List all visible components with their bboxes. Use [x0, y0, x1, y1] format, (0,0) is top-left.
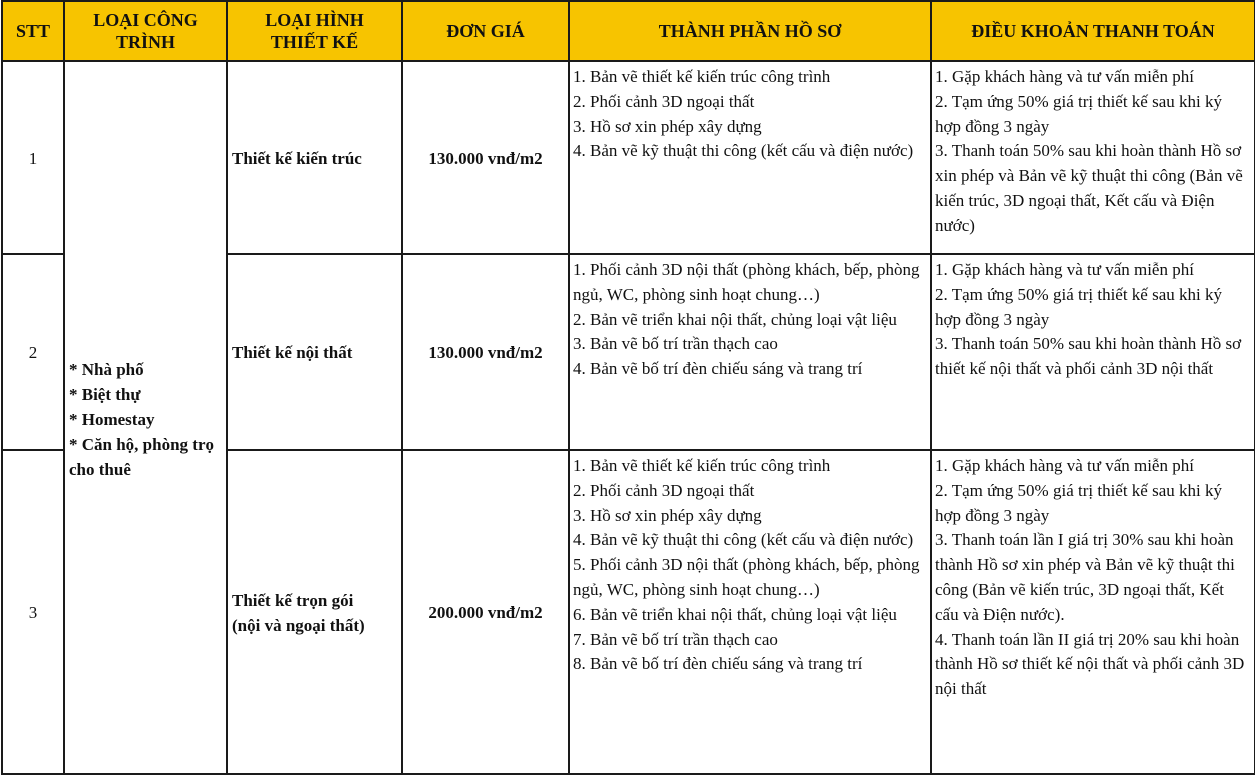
list-item: 2. Phối cảnh 3D ngoại thất — [573, 91, 755, 111]
list-item: 1. Bản vẽ thiết kế kiến trúc công trình — [573, 67, 831, 86]
loai-hinh-cell — [227, 254, 402, 450]
loai-cong-trinh-cell — [64, 61, 227, 774]
header-don-gia: ĐƠN GIÁ — [402, 1, 569, 61]
list-item: 2. Tạm ứng 50% giá trị thiết kế sau khi ký hợp đồng 3 ngày — [935, 91, 1222, 136]
loai-hinh-cell — [227, 61, 402, 254]
list-item: 2. Tạm ứng 50% giá trị thiết kế sau khi ký hợp đồng 3 ngày — [935, 284, 1222, 329]
list-item: 4. Bản vẽ kỹ thuật thi công (kết cấu và điện nước) — [573, 141, 914, 161]
loai-cong-trinh-item: * Nhà phố — [69, 359, 144, 379]
thanh-phan-cell — [569, 254, 931, 450]
don-gia-cell: 130.000 vnđ/m2 — [402, 254, 569, 450]
list-item: 2. Phối cảnh 3D ngoại thất — [573, 480, 755, 500]
list-item: 3. Thanh toán lần I giá trị 30% sau khi hoàn thành Hồ sơ xin phép và Bản vẽ kỹ thuật thi công (Bản vẽ kiến trúc, 3D ngoại thất, Kết cấu và Điện nước). — [935, 530, 1235, 624]
header-loai-hinh-thiet-ke: LOẠI HÌNH THIẾT KẾ — [227, 1, 402, 61]
list-item: 3. Thanh toán 50% sau khi hoàn thành Hồ sơ thiết kế nội thất và phối cảnh 3D nội thất — [935, 334, 1242, 379]
list-item: 1. Gặp khách hàng và tư vấn miễn phí — [935, 67, 1194, 86]
list-item: 1. Gặp khách hàng và tư vấn miễn phí — [935, 260, 1194, 279]
dieu-khoan-cell — [931, 254, 1255, 450]
header-loai-cong-trinh: LOẠI CÔNG TRÌNH — [64, 1, 227, 61]
loai-cong-trinh-item: * Homestay — [69, 409, 155, 429]
list-item: 1. Phối cảnh 3D nội thất (phòng khách, bếp, phòng ngủ, WC, phòng sinh hoạt chung…) — [573, 260, 920, 304]
list-item: 6. Bản vẽ triển khai nội thất, chủng loại vật liệu — [573, 604, 897, 624]
row-stt: 3 — [2, 450, 64, 774]
thanh-phan-cell — [569, 61, 931, 254]
don-gia-cell: 130.000 vnđ/m2 — [402, 61, 569, 254]
list-item: 8. Bản vẽ bố trí đèn chiếu sáng và trang trí — [573, 654, 863, 674]
header-dieu-khoan-thanh-toan: ĐIỀU KHOẢN THANH TOÁN — [931, 1, 1255, 61]
loai-hinh-text: (nội và ngoại thất) — [232, 615, 365, 635]
list-item: 3. Hồ sơ xin phép xây dựng — [573, 116, 762, 136]
list-item: 3. Thanh toán 50% sau khi hoàn thành Hồ sơ xin phép và Bản vẽ kỹ thuật thi công (Bản vẽ kiến trúc, 3D ngoại thất, Kết cấu và Điện nước) — [935, 141, 1243, 235]
list-item: 4. Bản vẽ kỹ thuật thi công (kết cấu và điện nước) — [573, 530, 914, 550]
list-item: 3. Hồ sơ xin phép xây dựng — [573, 505, 762, 525]
list-item: 1. Bản vẽ thiết kế kiến trúc công trình — [573, 456, 831, 475]
list-item: 1. Gặp khách hàng và tư vấn miễn phí — [935, 456, 1194, 475]
don-gia-cell: 200.000 vnđ/m2 — [402, 450, 569, 774]
list-item: 4. Thanh toán lần II giá trị 20% sau khi hoàn thành Hồ sơ thiết kế nội thất và phối cảnh 3D nội thất — [935, 629, 1245, 699]
loai-hinh-cell — [227, 450, 402, 774]
loai-cong-trinh-item: * Căn hộ, phòng trọ cho thuê — [69, 434, 215, 479]
header-thanh-phan-ho-so: THÀNH PHẦN HỒ SƠ — [569, 1, 931, 61]
loai-cong-trinh-item: * Biệt thự — [69, 384, 141, 404]
dieu-khoan-cell — [931, 61, 1255, 254]
list-item: 4. Bản vẽ bố trí đèn chiếu sáng và trang trí — [573, 359, 863, 379]
row-stt: 2 — [2, 254, 64, 450]
table-header — [2, 1, 1255, 61]
pricing-table — [1, 0, 1255, 775]
loai-hinh-text: Thiết kế kiến trúc — [232, 148, 362, 168]
table-row — [2, 61, 1255, 254]
list-item: 2. Bản vẽ triển khai nội thất, chủng loại vật liệu — [573, 309, 897, 329]
thanh-phan-cell — [569, 450, 931, 774]
list-item: 3. Bản vẽ bố trí trần thạch cao — [573, 334, 778, 354]
list-item: 5. Phối cảnh 3D nội thất (phòng khách, bếp, phòng ngủ, WC, phòng sinh hoạt chung…) — [573, 555, 920, 599]
list-item: 2. Tạm ứng 50% giá trị thiết kế sau khi ký hợp đồng 3 ngày — [935, 480, 1222, 525]
row-stt: 1 — [2, 61, 64, 254]
list-item: 7. Bản vẽ bố trí trần thạch cao — [573, 629, 778, 649]
loai-hinh-text: Thiết kế nội thất — [232, 343, 353, 363]
loai-hinh-text: Thiết kế trọn gói — [232, 590, 354, 610]
header-stt: STT — [2, 1, 64, 61]
dieu-khoan-cell — [931, 450, 1255, 774]
